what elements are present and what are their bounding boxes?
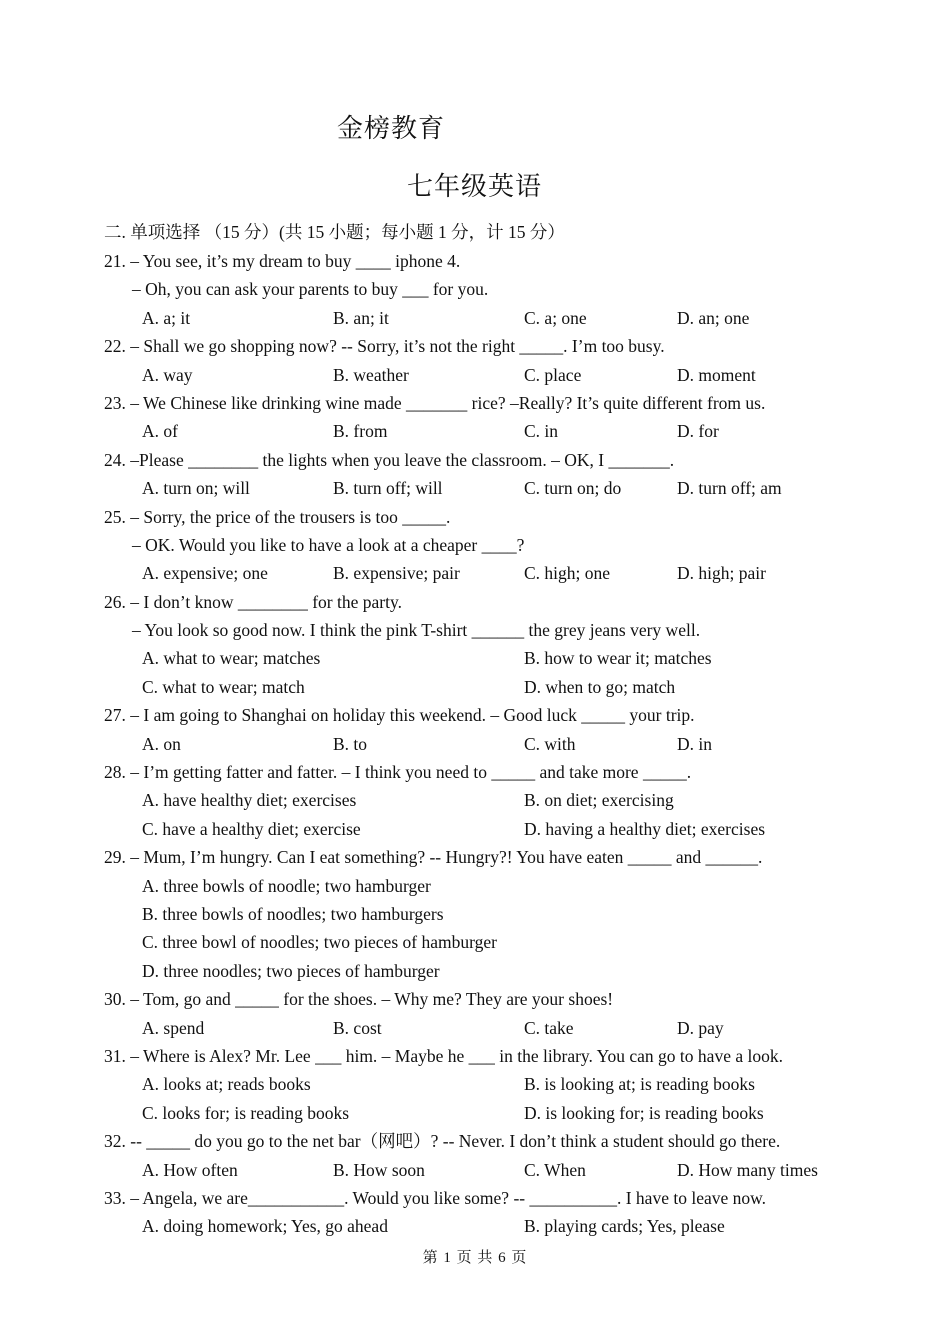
answer-option: C. turn on; do: [524, 478, 622, 499]
options-row: [104, 872, 864, 900]
answer-option: B. is looking at; is reading books: [524, 1074, 755, 1095]
question-item: [104, 503, 864, 588]
options-row: [104, 417, 864, 445]
answer-option: D. moment: [677, 364, 756, 385]
question-item: [104, 1042, 864, 1127]
options-row: [104, 928, 864, 956]
options-row: [104, 1156, 864, 1184]
answer-option: D. high; pair: [677, 563, 766, 584]
question-stem: 30. – Tom, go and _____ for the shoes. – Why me? They are your shoes!: [104, 989, 614, 1010]
answer-option: B. how to wear it; matches: [524, 648, 712, 669]
options-row: [104, 361, 864, 389]
question-reply: – You look so good now. I think the pink T-shirt ______ the grey jeans very well.: [132, 620, 701, 641]
question-stem: 21. – You see, it’s my dream to buy ____ iphone 4.: [104, 251, 461, 271]
answer-option: A. on: [142, 733, 181, 754]
answer-option: C. place: [524, 364, 582, 385]
answer-option: A. have healthy diet; exercises: [142, 790, 357, 811]
question-item: [104, 701, 864, 758]
question-item: [104, 588, 864, 702]
question-item: [104, 985, 864, 1042]
answer-option: B. weather: [333, 364, 409, 385]
options-row: [104, 957, 864, 985]
answer-option: A. How often: [142, 1159, 238, 1180]
question-item: [104, 332, 864, 389]
options-row: [104, 1014, 864, 1042]
answer-option: D. is looking for; is reading books: [524, 1102, 764, 1123]
answer-option: A. three bowls of noodle; two hamburger: [142, 875, 431, 896]
question-item: [104, 758, 864, 843]
question-stem: 22. – Shall we go shopping now? -- Sorry, it’s not the right _____. I’m too busy.: [104, 336, 665, 357]
answer-option: B. cost: [333, 1017, 382, 1038]
answer-option: C. in: [524, 421, 559, 442]
answer-option: B. from: [333, 421, 388, 442]
options-row: [104, 1099, 864, 1127]
options-row: [104, 673, 864, 701]
answer-option: D. turn off; am: [677, 478, 782, 499]
answer-option: A. of: [142, 421, 178, 442]
options-row: [104, 900, 864, 928]
question-stem: 25. – Sorry, the price of the trousers is too _____.: [104, 506, 451, 527]
answer-option: C. have a healthy diet; exercise: [142, 818, 361, 839]
organization-title: 金榜教育: [337, 114, 446, 143]
options-row: [104, 644, 864, 672]
answer-option: C. When: [524, 1159, 586, 1180]
answer-option: B. to: [333, 733, 368, 754]
question-stem: 33. – Angela, we are___________. Would you like some? -- __________. I have to leave now.: [104, 1187, 766, 1208]
question-item: [104, 247, 864, 332]
answer-option: D. in: [677, 733, 712, 754]
answer-option: C. high; one: [524, 563, 611, 584]
page-footer: 第 1 页 共 6 页: [422, 1250, 528, 1266]
answer-option: A. way: [142, 364, 193, 385]
question-stem: 29. – Mum, I’m hungry. Can I eat something? -- Hungry?! You have eaten _____ and ______.: [104, 847, 763, 868]
options-row: [104, 815, 864, 843]
answer-option: C. looks for; is reading books: [142, 1102, 350, 1123]
section-heading: 二. 单项选择 （15 分）(共 15 小题；每小题 1 分，计 15 分）: [104, 222, 565, 242]
answer-option: C. take: [524, 1017, 574, 1038]
answer-option: B. on diet; exercising: [524, 790, 674, 811]
answer-option: A. doing homework; Yes, go ahead: [142, 1216, 388, 1237]
question-stem: 23. – We Chinese like drinking wine made _______ rice? –Really? It’s quite different from us.: [104, 392, 766, 413]
question-stem: 27. – I am going to Shanghai on holiday this weekend. – Good luck _____ your trip.: [104, 705, 695, 726]
subject-title: 七年级英语: [407, 172, 543, 201]
answer-option: C. three bowl of noodles; two pieces of hamburger: [142, 932, 497, 953]
answer-option: B. expensive; pair: [333, 563, 460, 584]
options-row: [104, 1212, 864, 1240]
question-item: [104, 843, 864, 985]
options-row: [104, 304, 864, 332]
answer-option: C. a; one: [524, 307, 587, 328]
question-item: [104, 389, 864, 446]
answer-option: A. spend: [142, 1017, 205, 1038]
answer-option: D. three noodles; two pieces of hamburger: [142, 960, 440, 981]
answer-option: D. pay: [677, 1017, 724, 1038]
answer-option: D. for: [677, 421, 719, 442]
answer-option: D. when to go; match: [524, 676, 676, 697]
answer-option: C. with: [524, 733, 576, 754]
question-stem: 28. – I’m getting fatter and fatter. – I think you need to _____ and take more _____.: [104, 762, 692, 783]
answer-option: D. How many times: [677, 1159, 818, 1180]
answer-option: A. what to wear; matches: [142, 648, 321, 669]
options-row: [104, 786, 864, 814]
answer-option: B. playing cards; Yes, please: [524, 1216, 725, 1237]
question-item: [104, 1184, 864, 1241]
question-stem: 31. – Where is Alex? Mr. Lee ___ him. – Maybe he ___ in the library. You can go to have a look.: [104, 1045, 783, 1066]
answer-option: B. How soon: [333, 1159, 425, 1180]
question-stem: 24. –Please ________ the lights when you leave the classroom. – OK, I _______.: [104, 449, 675, 470]
answer-option: D. an; one: [677, 307, 750, 328]
question-stem: 26. – I don’t know ________ for the party.: [104, 591, 402, 612]
question-list: [104, 247, 864, 1241]
question-reply: – Oh, you can ask your parents to buy ___ for you.: [132, 279, 489, 300]
answer-option: D. having a healthy diet; exercises: [524, 818, 766, 839]
question-item: [104, 446, 864, 503]
answer-option: B. turn off; will: [333, 478, 443, 499]
question-item: [104, 1127, 864, 1184]
answer-option: A. looks at; reads books: [142, 1074, 311, 1095]
answer-option: C. what to wear; match: [142, 676, 305, 697]
answer-option: B. three bowls of noodles; two hamburgers: [142, 903, 444, 924]
options-row: [104, 559, 864, 587]
question-stem: 32. -- _____ do you go to the net bar（网吧）? -- Never. I don’t think a student should go there.: [104, 1131, 781, 1152]
options-row: [104, 730, 864, 758]
answer-option: B. an; it: [333, 307, 389, 328]
answer-option: A. expensive; one: [142, 563, 268, 584]
options-row: [104, 1070, 864, 1098]
answer-option: A. a; it: [142, 307, 191, 328]
question-reply: – OK. Would you like to have a look at a cheaper ____?: [132, 534, 525, 555]
options-row: [104, 474, 864, 502]
answer-option: A. turn on; will: [142, 478, 250, 499]
